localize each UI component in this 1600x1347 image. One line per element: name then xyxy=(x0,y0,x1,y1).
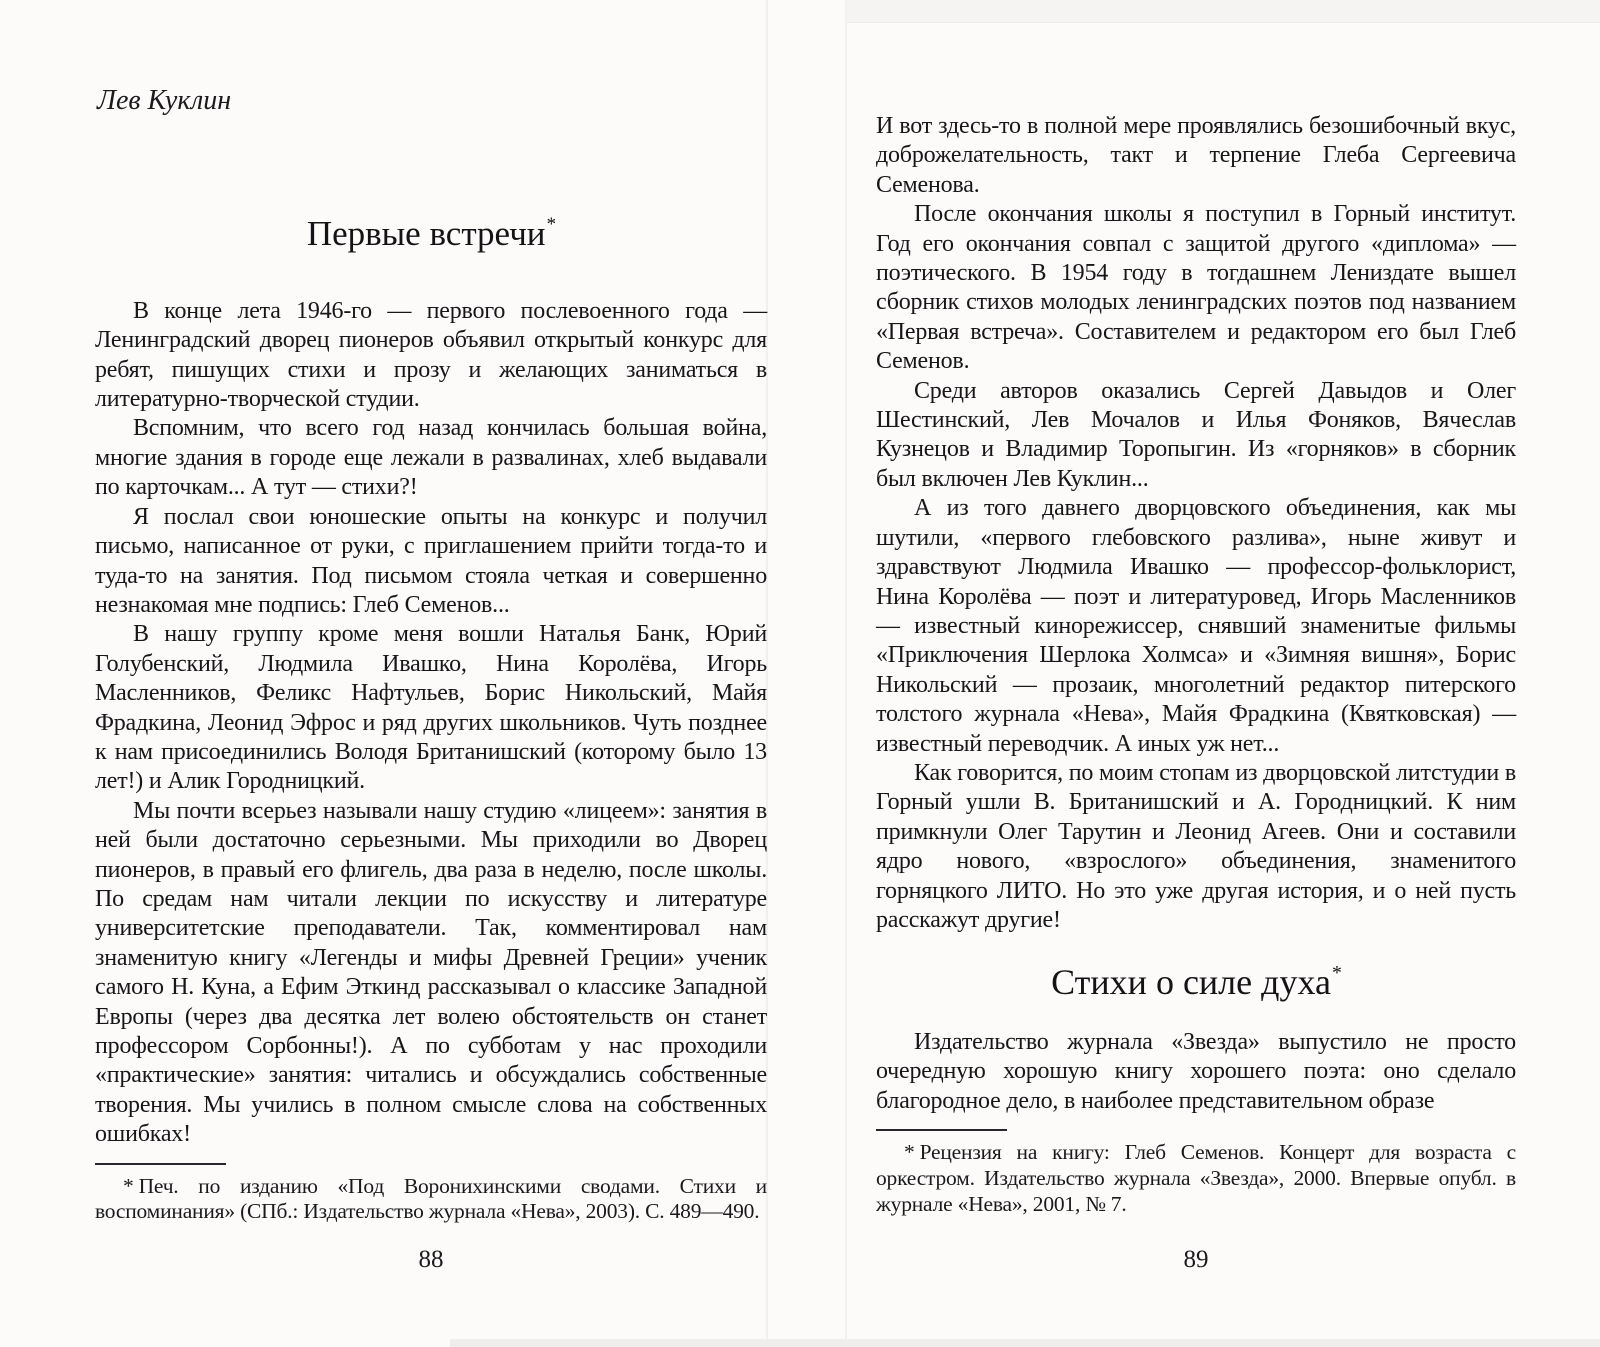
page-left xyxy=(95,0,767,1225)
footnote-marker-icon: * xyxy=(546,214,557,236)
footnote-marker-icon: * xyxy=(1331,962,1342,985)
paragraph: А из того давнего дворцовского объединения, как мы шутили, «первого глебовского разлива», ныне живут и здравствуют Людмила Ивашко — профессор-фольклорист, Нина Королёва — поэт и литературовед, Игорь Масленников — известный кинорежиссер, снявший знаменитые фильмы «Приключения Шерлока Холмса» и «Зимняя вишня», Борис Никольский — прозаик, многолетний редактор питерского толстого журнала «Нева», Майя Фрадкина (Квятковская) — известный переводчик. А иных уж нет... xyxy=(876,495,1516,757)
scan-edge-bottom xyxy=(450,1339,1600,1347)
page-edge-right xyxy=(845,0,847,1347)
paragraph: В конце лета 1946-го — первого послевоенного года — Ленинградский дворец пионеров объявил открытый конкурс для ребят, пишущих стихи и прозу и желающих заниматься в литературно-творческой студии. xyxy=(95,297,767,413)
footnote-text: Печ. по изданию «Под Воронихинскими сводами. Стихи и воспоминания» (СПб.: Издательство журнала «Нева», 2003). С. 489—490. xyxy=(95,1173,767,1224)
footnote-rule xyxy=(95,1163,226,1165)
section-title-text: Стихи о силе духа xyxy=(1051,962,1331,1003)
paragraph: Мы почти всерьез называли нашу студию «лицеем»: занятия в ней были достаточно серьезными. Мы приходили во Дворец пионеров, в правый его флигель, два раза в неделю, после школы. По средам нам читали лекции по искусству и литературе университетские преподаватели. Так, комментировал нам знаменитую книгу «Легенды и мифы Древней Греции» ученик самого Н. Куна, а Ефим Эткинд рассказывал о классике Западной Европы (через два десятка лет волею обстоятельств он станет профессором Сорбонны!). А по субботам у нас проходили «практические» занятия: читались и обсуждались собственные творения. Мы учились в полном смысле слова на собственных ошибках! xyxy=(95,797,767,1148)
page-right xyxy=(876,0,1516,1217)
paragraph: Как говорится, по моим стопам из дворцовской литстудии в Горный ушли В. Британишский и А. Городницкий. К ним примкнули Олег Тарутин и Леонид Агеев. Они и составили ядро нового, «взрослого» объединения, знаменитого горняцкого ЛИТО. Но это уже другая история, и о ней пусть расскажут другие! xyxy=(876,759,1516,933)
paragraph: Среди авторов оказались Сергей Давыдов и Олег Шестинский, Лев Мочалов и Илья Фоняков, Вячеслав Кузнецов и Владимир Торопыгин. Из «горняков» в сборник был включен Лев Куклин... xyxy=(876,377,1516,492)
section-body xyxy=(876,1028,1516,1116)
footnote-rule xyxy=(876,1129,1007,1131)
chapter-title xyxy=(95,214,767,254)
section-title xyxy=(876,962,1516,1003)
footnote-text: Рецензия на книгу: Глеб Семенов. Концерт для возраста с оркестром. Издательство журнала «Звезда», 2000. Впервые опубл. в журнале «Нева», 2001, № 7. xyxy=(876,1139,1516,1216)
footnote-marker-icon: * xyxy=(904,1139,915,1164)
paragraph: Я послал свои юношеские опыты на конкурс и получил письмо, написанное от руки, с приглашением прийти тогда-то и туда-то на занятия. Под письмом стояла четкая и совершенно незнакомая мне подпись: Глеб Семенов... xyxy=(95,503,767,618)
paragraph: Издательство журнала «Звезда» выпустило не просто очередную хорошую книгу хорошего поэта: оно сделало благородное дело, в наиболее представительном образе xyxy=(876,1028,1516,1114)
footnote xyxy=(876,1140,1516,1217)
paragraph: В нашу группу кроме меня вошли Наталья Банк, Юрий Голубенский, Людмила Ивашко, Нина Королёва, Игорь Масленников, Феликс Нафтульев, Борис Никольский, Майя Фрадкина, Леонид Эфрос и ряд других школьников. Чуть позднее к нам присоединились Володя Британишский (которому было 13 лет!) и Алик Городницкий. xyxy=(95,621,767,795)
paragraph: И вот здесь-то в полной мере проявлялись безошибочный вкус, доброжелательность, такт и терпение Глеба Сергеевича Семенова. xyxy=(876,113,1516,198)
paragraph: Вспомним, что всего год назад кончилась большая война, многие здания в городе еще лежали в развалинах, хлеб выдавали по карточкам... А тут — стихи?! xyxy=(95,415,767,501)
paragraph: После окончания школы я поступил в Горный институт. Год его окончания совпал с защитой другого «диплома» — поэтического. В 1954 году в тогдашнем Лениздате вышел сборник стихов молодых ленинградских поэтов под названием «Первая встреча». Составителем и редактором его был Глеб Семенов. xyxy=(876,201,1516,375)
chapter-title-text: Первые встречи xyxy=(306,213,546,253)
footnote-marker-icon: * xyxy=(123,1173,134,1198)
footnote xyxy=(95,1174,767,1226)
page-number-right: 89 xyxy=(1183,1246,1209,1273)
page-number-left: 88 xyxy=(418,1246,444,1273)
body-text-left xyxy=(95,297,767,1150)
running-header-author: Лев Куклин xyxy=(97,85,232,116)
body-text-right xyxy=(876,112,1516,935)
